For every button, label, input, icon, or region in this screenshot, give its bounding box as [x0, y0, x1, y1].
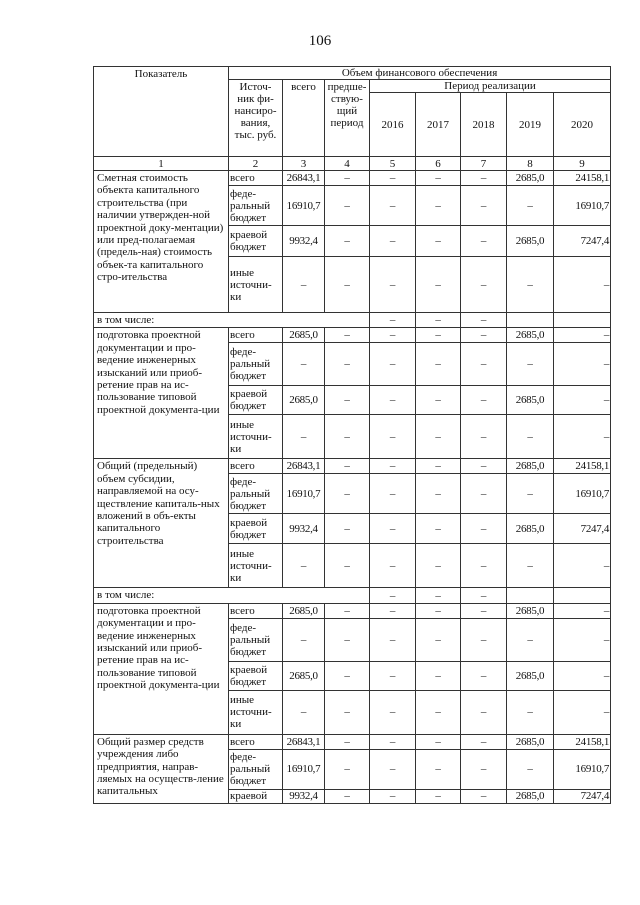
- value-2020: –: [554, 257, 611, 313]
- value-2016: –: [370, 588, 416, 603]
- value-2017: –: [416, 328, 461, 343]
- value-2016: –: [370, 313, 416, 328]
- value-2019: –: [507, 257, 554, 313]
- value-2019: –: [507, 474, 554, 514]
- source-other: иные источни- ки: [229, 690, 283, 734]
- value-2017: –: [416, 474, 461, 514]
- source-other: иные источни- ки: [229, 544, 283, 588]
- value-previous: –: [325, 734, 370, 749]
- value-previous: –: [325, 257, 370, 313]
- value-2017: –: [416, 415, 461, 459]
- value-previous: –: [325, 690, 370, 734]
- column-number: 3: [283, 157, 325, 171]
- value-2018: –: [461, 257, 507, 313]
- table-row: [94, 171, 611, 186]
- source-other: иные источни- ки: [229, 257, 283, 313]
- value-2017: –: [416, 618, 461, 661]
- source-federal: феде- ральный бюджет: [229, 618, 283, 661]
- value-total: –: [283, 257, 325, 313]
- value-2017: –: [416, 749, 461, 789]
- value-2020: –: [554, 661, 611, 690]
- value-2017: –: [416, 186, 461, 226]
- value-total: 2685,0: [283, 328, 325, 343]
- value-previous: –: [325, 459, 370, 474]
- value-total: 2685,0: [283, 386, 325, 415]
- value-2020: –: [554, 343, 611, 386]
- source-regional: краевой бюджет: [229, 661, 283, 690]
- value-2020: [554, 313, 611, 328]
- column-number: 6: [416, 157, 461, 171]
- value-2016: –: [370, 618, 416, 661]
- value-2017: –: [416, 313, 461, 328]
- value-2016: –: [370, 749, 416, 789]
- value-2016: –: [370, 734, 416, 749]
- value-2018: –: [461, 603, 507, 618]
- value-2020: –: [554, 386, 611, 415]
- value-2019: –: [507, 186, 554, 226]
- value-2020: 24158,1: [554, 171, 611, 186]
- value-2019: [507, 313, 554, 328]
- value-2017: –: [416, 661, 461, 690]
- value-2017: –: [416, 386, 461, 415]
- header-total: всего: [283, 80, 325, 157]
- page-number: 106: [308, 33, 332, 49]
- value-2016: –: [370, 257, 416, 313]
- source-total: всего: [229, 328, 283, 343]
- value-2018: –: [461, 734, 507, 749]
- column-number: 5: [370, 157, 416, 171]
- value-2017: –: [416, 690, 461, 734]
- value-2016: –: [370, 474, 416, 514]
- value-2018: –: [461, 789, 507, 803]
- header-indicator: Показатель: [94, 67, 229, 157]
- value-previous: –: [325, 514, 370, 544]
- value-previous: –: [325, 226, 370, 257]
- column-number: 1: [94, 157, 229, 171]
- header-year: 2018: [461, 93, 507, 157]
- row-label-institution-funds: Общий размер средств учреждения либо предприятия, направ-ляемых на осуществ-ление капитальных: [94, 734, 229, 803]
- value-2017: –: [416, 257, 461, 313]
- value-2019: 2685,0: [507, 171, 554, 186]
- value-2019: 2685,0: [507, 226, 554, 257]
- value-2019: –: [507, 544, 554, 588]
- value-2016: –: [370, 514, 416, 544]
- value-2018: –: [461, 226, 507, 257]
- source-total: всего: [229, 734, 283, 749]
- value-2017: –: [416, 789, 461, 803]
- value-2016: –: [370, 226, 416, 257]
- value-2016: –: [370, 343, 416, 386]
- table-row: [94, 603, 611, 618]
- value-2016: –: [370, 415, 416, 459]
- row-label-including: в том числе:: [94, 313, 370, 328]
- value-previous: –: [325, 343, 370, 386]
- value-previous: –: [325, 661, 370, 690]
- value-total: 26843,1: [283, 734, 325, 749]
- value-2016: –: [370, 690, 416, 734]
- value-total: 16910,7: [283, 749, 325, 789]
- value-2020: –: [554, 603, 611, 618]
- source-federal: феде- ральный бюджет: [229, 749, 283, 789]
- value-2018: –: [461, 415, 507, 459]
- source-federal: феде- ральный бюджет: [229, 186, 283, 226]
- table-row: [94, 588, 611, 603]
- value-2020: [554, 588, 611, 603]
- value-total: 2685,0: [283, 661, 325, 690]
- table-row: [94, 328, 611, 343]
- value-total: 2685,0: [283, 603, 325, 618]
- value-2020: 16910,7: [554, 474, 611, 514]
- table-row: [94, 459, 611, 474]
- header-year: 2017: [416, 93, 461, 157]
- value-2017: –: [416, 343, 461, 386]
- value-2018: –: [461, 459, 507, 474]
- source-federal: феде- ральный бюджет: [229, 343, 283, 386]
- financing-table: [93, 66, 611, 804]
- value-previous: –: [325, 618, 370, 661]
- row-label-subsidy-volume: Общий (предельный) объем субсидии, направляемой на осу-ществление капиталь-ных вложений в объ-екты капитального строительства: [94, 459, 229, 588]
- value-2017: –: [416, 514, 461, 544]
- header-year: 2020: [554, 93, 611, 157]
- value-2018: –: [461, 661, 507, 690]
- value-previous: –: [325, 749, 370, 789]
- value-total: –: [283, 415, 325, 459]
- header-funding-volume: Объем финансового обеспечения: [229, 67, 611, 80]
- header-source: Источ- ник фи- нансиро- вания, тыс. руб.: [229, 80, 283, 157]
- value-2020: 16910,7: [554, 749, 611, 789]
- value-2020: 24158,1: [554, 734, 611, 749]
- value-previous: –: [325, 328, 370, 343]
- value-2018: –: [461, 544, 507, 588]
- value-2016: –: [370, 789, 416, 803]
- source-total: всего: [229, 459, 283, 474]
- header-previous-period: предше- ствую- щий период: [325, 80, 370, 157]
- value-2019: –: [507, 343, 554, 386]
- value-previous: –: [325, 603, 370, 618]
- value-total: –: [283, 690, 325, 734]
- column-number: 7: [461, 157, 507, 171]
- row-label-including: в том числе:: [94, 588, 370, 603]
- value-2020: 7247,4: [554, 226, 611, 257]
- value-2019: –: [507, 749, 554, 789]
- value-previous: –: [325, 186, 370, 226]
- column-number: 8: [507, 157, 554, 171]
- value-total: 9932,4: [283, 514, 325, 544]
- value-2020: –: [554, 328, 611, 343]
- value-2019: 2685,0: [507, 386, 554, 415]
- value-2019: 2685,0: [507, 734, 554, 749]
- value-2019: 2685,0: [507, 514, 554, 544]
- value-total: –: [283, 343, 325, 386]
- source-regional: краевой бюджет: [229, 226, 283, 257]
- value-total: 16910,7: [283, 186, 325, 226]
- value-previous: –: [325, 544, 370, 588]
- column-number: 4: [325, 157, 370, 171]
- value-2018: –: [461, 186, 507, 226]
- value-2018: –: [461, 588, 507, 603]
- value-total: 26843,1: [283, 171, 325, 186]
- value-2016: –: [370, 386, 416, 415]
- value-2019: –: [507, 415, 554, 459]
- value-total: 16910,7: [283, 474, 325, 514]
- value-2018: –: [461, 474, 507, 514]
- row-label-estimated-cost: Сметная стоимость объекта капитального строительства (при наличии утвержден-ной проектной доку-ментации) или пред-полагаемая (предель-ная) стоимость объек-та капитального стро-ительства: [94, 171, 229, 313]
- value-2020: –: [554, 690, 611, 734]
- value-2018: –: [461, 690, 507, 734]
- value-2018: –: [461, 171, 507, 186]
- value-2020: 24158,1: [554, 459, 611, 474]
- value-2020: 16910,7: [554, 186, 611, 226]
- source-other: иные источни- ки: [229, 415, 283, 459]
- value-total: –: [283, 544, 325, 588]
- source-regional: краевой: [229, 789, 283, 803]
- value-2016: –: [370, 603, 416, 618]
- value-previous: –: [325, 789, 370, 803]
- value-total: 9932,4: [283, 789, 325, 803]
- value-2019: [507, 588, 554, 603]
- value-2019: 2685,0: [507, 459, 554, 474]
- value-total: 9932,4: [283, 226, 325, 257]
- value-2016: –: [370, 186, 416, 226]
- value-2017: –: [416, 226, 461, 257]
- value-2018: –: [461, 313, 507, 328]
- table-row: [94, 734, 611, 749]
- value-previous: –: [325, 474, 370, 514]
- value-2017: –: [416, 171, 461, 186]
- value-2018: –: [461, 514, 507, 544]
- column-number: 2: [229, 157, 283, 171]
- value-2019: 2685,0: [507, 328, 554, 343]
- row-label-design-documentation: подготовка проектной документации и про-ведение инженерных изысканий или приоб-ретение прав на ис-пользование типовой проектной документа-ции: [94, 603, 229, 734]
- value-2016: –: [370, 328, 416, 343]
- column-number: 9: [554, 157, 611, 171]
- value-2016: –: [370, 544, 416, 588]
- value-previous: –: [325, 386, 370, 415]
- header-year: 2016: [370, 93, 416, 157]
- value-2020: –: [554, 544, 611, 588]
- header-year: 2019: [507, 93, 554, 157]
- value-2020: –: [554, 618, 611, 661]
- value-2017: –: [416, 544, 461, 588]
- value-2019: 2685,0: [507, 789, 554, 803]
- value-2019: 2685,0: [507, 603, 554, 618]
- value-total: 26843,1: [283, 459, 325, 474]
- value-2018: –: [461, 343, 507, 386]
- value-2018: –: [461, 386, 507, 415]
- value-2016: –: [370, 661, 416, 690]
- value-2018: –: [461, 618, 507, 661]
- value-2016: –: [370, 459, 416, 474]
- value-2017: –: [416, 588, 461, 603]
- table-row: [94, 313, 611, 328]
- source-regional: краевой бюджет: [229, 514, 283, 544]
- value-2017: –: [416, 603, 461, 618]
- value-total: –: [283, 618, 325, 661]
- value-2020: –: [554, 415, 611, 459]
- value-2019: –: [507, 618, 554, 661]
- value-2020: 7247,4: [554, 789, 611, 803]
- header-implementation-period: Период реализации: [370, 80, 611, 93]
- value-2019: –: [507, 690, 554, 734]
- value-2017: –: [416, 734, 461, 749]
- value-2018: –: [461, 328, 507, 343]
- source-total: всего: [229, 171, 283, 186]
- value-2020: 7247,4: [554, 514, 611, 544]
- source-federal: феде- ральный бюджет: [229, 474, 283, 514]
- value-previous: –: [325, 415, 370, 459]
- row-label-design-documentation: подготовка проектной документации и про-ведение инженерных изысканий или приоб-ретение прав на ис-пользование типовой проектной документа-ции: [94, 328, 229, 459]
- value-2018: –: [461, 749, 507, 789]
- value-previous: –: [325, 171, 370, 186]
- source-regional: краевой бюджет: [229, 386, 283, 415]
- value-2019: 2685,0: [507, 661, 554, 690]
- source-total: всего: [229, 603, 283, 618]
- value-2016: –: [370, 171, 416, 186]
- value-2017: –: [416, 459, 461, 474]
